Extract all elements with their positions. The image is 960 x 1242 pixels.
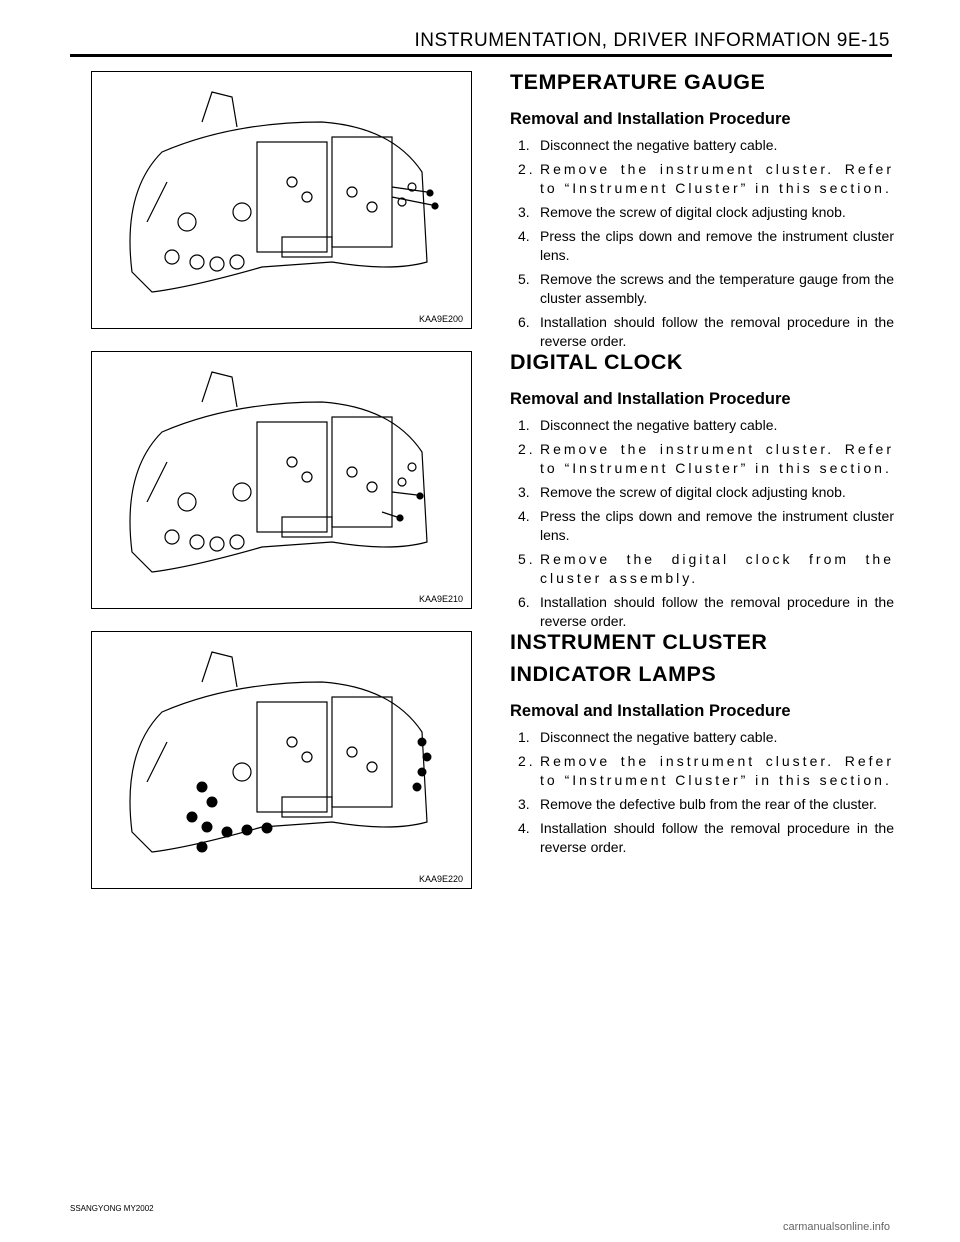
section-title-line1: INSTRUMENT CLUSTER [510, 630, 768, 654]
instrument-cluster-illustration [92, 632, 471, 888]
page-header [0, 0, 960, 60]
step-item [510, 550, 894, 588]
step-item [510, 483, 894, 502]
step-text: Remove the digital clock from the cluster assembly. [540, 551, 894, 586]
step-text: Remove the screw of digital clock adjusting knob. [540, 204, 846, 220]
step-text: Remove the instrument cluster. Refer to “Instrument Cluster” in this section. [540, 753, 894, 788]
section-indicator-lamps [510, 628, 894, 862]
section-title-line2: INDICATOR LAMPS [510, 662, 717, 686]
step-number: 4. [518, 228, 530, 244]
procedure-steps [510, 416, 894, 631]
step-item [510, 507, 894, 545]
step-text: Installation should follow the removal procedure in the reverse order. [540, 314, 894, 349]
procedure-steps [510, 728, 894, 857]
step-number: 4. [518, 820, 530, 836]
step-number: 5. [518, 271, 530, 287]
step-item [510, 819, 894, 857]
step-item [510, 752, 894, 790]
step-number: 2. [518, 753, 536, 769]
step-number: 6. [518, 314, 530, 330]
figure-indicator-lamps [91, 631, 472, 889]
footer-model-label: SSANGYONG MY2002 [70, 1204, 154, 1213]
step-item [510, 313, 894, 351]
page-header-title: INSTRUMENTATION, DRIVER INFORMATION 9E-15 [414, 30, 890, 51]
footer-watermark: carmanualsonline.info [782, 1221, 890, 1233]
step-text: Remove the instrument cluster. Refer to “Instrument Cluster” in this section. [540, 161, 894, 196]
step-text: Installation should follow the removal procedure in the reverse order. [540, 594, 894, 629]
procedure-steps [510, 136, 894, 351]
figure-caption: KAA9E210 [418, 594, 463, 604]
figure-temperature-gauge [91, 71, 472, 329]
step-number: 1. [518, 729, 530, 745]
step-item [510, 227, 894, 265]
step-number: 3. [518, 484, 530, 500]
step-item [510, 160, 894, 198]
step-text: Press the clips down and remove the instrument cluster lens. [540, 508, 894, 543]
section-title: TEMPERATURE GAUGE [510, 70, 766, 94]
step-item [510, 795, 894, 814]
step-item [510, 203, 894, 222]
step-item [510, 440, 894, 478]
step-text: Remove the screws and the temperature gauge from the cluster assembly. [540, 271, 894, 306]
step-number: 3. [518, 204, 530, 220]
step-number: 4. [518, 508, 530, 524]
step-text: Disconnect the negative battery cable. [540, 137, 778, 153]
section-subtitle: Removal and Installation Procedure [510, 110, 791, 128]
step-text: Disconnect the negative battery cable. [540, 729, 778, 745]
section-temperature-gauge [510, 68, 894, 356]
step-number: 6. [518, 594, 530, 610]
step-text: Installation should follow the removal procedure in the reverse order. [540, 820, 894, 855]
step-item [510, 728, 894, 747]
step-number: 1. [518, 137, 530, 153]
section-subtitle: Removal and Installation Procedure [510, 702, 791, 720]
header-rule [70, 54, 892, 57]
step-text: Disconnect the negative battery cable. [540, 417, 778, 433]
section-subtitle: Removal and Installation Procedure [510, 390, 791, 408]
step-item [510, 416, 894, 435]
step-item [510, 593, 894, 631]
step-number: 2. [518, 161, 536, 177]
figure-caption: KAA9E200 [418, 314, 463, 324]
instrument-cluster-illustration [92, 72, 471, 328]
figure-caption: KAA9E220 [418, 874, 463, 884]
section-title: DIGITAL CLOCK [510, 350, 683, 374]
step-text: Remove the defective bulb from the rear of the cluster. [540, 796, 877, 812]
instrument-cluster-illustration [92, 352, 471, 608]
step-number: 5. [518, 551, 536, 567]
figure-digital-clock [91, 351, 472, 609]
step-text: Remove the instrument cluster. Refer to “Instrument Cluster” in this section. [540, 441, 894, 476]
step-number: 3. [518, 796, 530, 812]
step-number: 2. [518, 441, 536, 457]
step-item [510, 270, 894, 308]
step-text: Press the clips down and remove the instrument cluster lens. [540, 228, 894, 263]
step-text: Remove the screw of digital clock adjusting knob. [540, 484, 846, 500]
section-digital-clock [510, 348, 894, 636]
step-item [510, 136, 894, 155]
step-number: 1. [518, 417, 530, 433]
